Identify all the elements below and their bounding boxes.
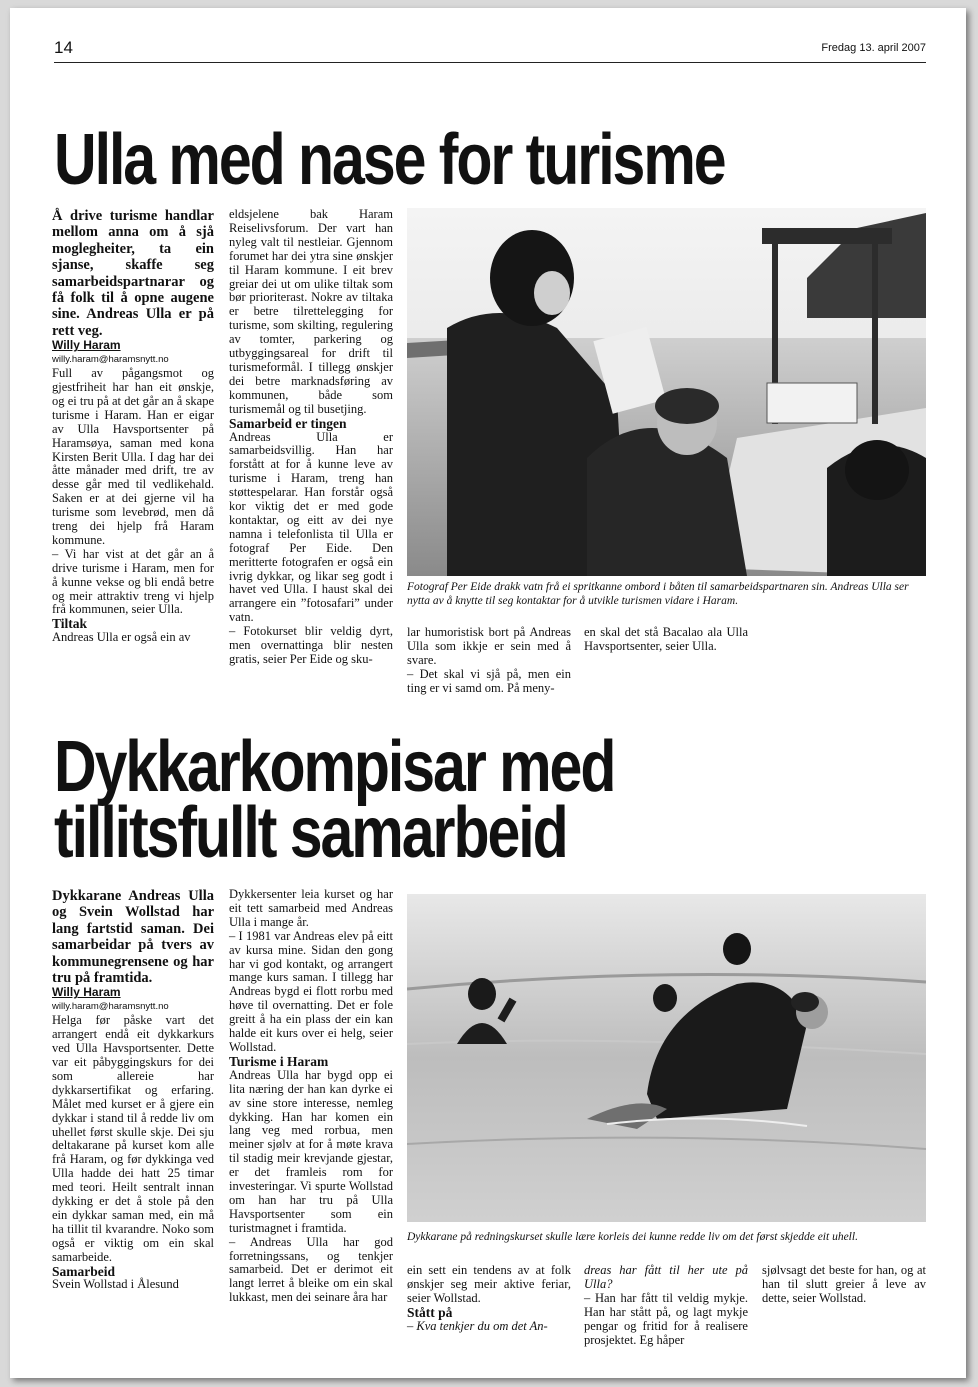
article2-photo-caption: Dykkarane på redningskurset skulle lære korleis dei kunne redde liv om det først skjedde eit uhell.: [407, 1231, 858, 1243]
article2-paragraph: Svein Wollstad i Ålesund: [52, 1277, 179, 1292]
article1-photo-boat: [407, 208, 926, 576]
article1-subheading-samarbeid: Samarbeid er tingen: [229, 415, 347, 431]
article2-paragraph: sjølvsagt det beste for han, og at han til slutt greier å leve av dette, seier Wollstad.: [762, 1263, 926, 1305]
article2-paragraph: ein sett ein tendens av at folk ønskjer seg meir aktive feriar, seier Wollstad.: [407, 1263, 571, 1305]
article2-column-3: [407, 1264, 571, 1334]
article1-byline-email: willy.haram@haramsnytt.no: [52, 354, 169, 366]
page-header: [54, 38, 926, 63]
article2-paragraph: – Han har fått til veldig mykje. Han har stått på, og lagt mykje pengar og fritid for å realisere prosjektet. Eg håper: [584, 1290, 748, 1347]
article2-subheading-statt: Stått på: [407, 1304, 453, 1320]
article2-headline-line-1: Dykkarkompisar med: [54, 727, 615, 807]
article2-column-4: [584, 1264, 748, 1347]
article2-paragraph: – Andreas Ulla har god forretningssans, og tenkjer samarbeid. Det er derimot eit langt lerret å bleike om ein skal lukkast, men dei seinare åra har: [229, 1234, 393, 1305]
page-number: 14: [54, 38, 73, 57]
article2-byline-email: willy.haram@haramsnytt.no: [52, 1001, 169, 1013]
article2-question: dreas har fått til her ute på Ulla?: [584, 1263, 748, 1291]
article1-paragraph: Andreas Ulla er også ein av: [52, 630, 191, 645]
article1-column-3: [407, 626, 571, 696]
article2-byline: Willy Haram: [52, 985, 121, 1000]
article1-lead: Å drive turisme handlar mellom anna om å sjå moglegheiter, ta ein sjanse, skaffe seg samarbeidspartnarar og få folk til å opne augene sine. Andreas Ulla er på rett veg.: [52, 208, 214, 339]
article1-column-1: [52, 208, 214, 645]
article1-paragraph: lar humoristisk bort på Andreas Ulla som ikkje er sein med å svare.: [407, 625, 571, 667]
article1-byline: Willy Haram: [52, 338, 121, 353]
article1-paragraph: eldsjelene bak Haram Reiselivsforum. Der vart han nyleg valt til nestleiar. Gjennom forumet har dei ytra sine ønskjer til Haram kommune. I eit brev greiar dei ut om ulike tiltak som bør prioriterast. Nokre av tiltaka er betre tilrettelegging for turisme, som skilting, regulering av tomter, parkering og utbyggingsareal for drift til turismeformål. I tillegg ønskjer dei betre marknadsføring av kommunen, både som turismemål og til busetjing.: [229, 207, 393, 416]
article2-photo-divers: [407, 894, 926, 1222]
article1-column-2: [229, 208, 393, 667]
article2-paragraph: Andreas Ulla har bygd opp ei lita næring der han kan dyrke ei av sine store interesse, nemleg dykking. Han har komen ein lang veg med rorbua, men meiner sjølv at for å møte krava til stadig meir krevjande gjestar, er det framleis rom for investeringar. Vi spurte Wollstad om han har tru på Ulla Havsportsenter som ein turistmagnet i framtida.: [229, 1067, 393, 1235]
article1-paragraph: Andreas Ulla er samarbeidsvillig. Han har forstått at for å kunne leve av turisme i Haram, treng han støttespelarar. Han forstår også kor viktig det er med gode kontaktar, og eitt av dei nye namna i telefonlista til Ulla er fotograf Per Eide. Den meritterte fotografen er også ein ivrig dykkar, og likar seg godt i havet ved Ulla. I haust skal dei arrangere ein ”fotosafari” under vatn.: [229, 429, 393, 625]
article2-subheading-turisme: Turisme i Haram: [229, 1053, 329, 1069]
article1-paragraph: – Det skal vi sjå på, men ein ting er vi samd om. På meny-: [407, 666, 571, 695]
article2-question: – Kva tenkjer du om det An-: [407, 1318, 548, 1333]
article1-column-4: [584, 626, 748, 654]
article1-paragraph: – Fotokurset blir veldig dyrt, men overnattinga blir nesten gratis, seier Per Eide og sku-: [229, 624, 393, 666]
article2-paragraph: Dykkersenter leia kurset og har eit tett samarbeid med Andreas Ulla i mange år.: [229, 887, 393, 929]
newspaper-page: [10, 8, 966, 1378]
article1-photo-caption: Fotograf Per Eide drakk vatn frå ei spritkanne ombord i båten til samarbeidspartnaren sin. Andreas Ulla ser nytta av å knytte til seg kontaktar for å utvikle turismen vidare i Haram.: [407, 581, 909, 607]
article1-headline: Ulla med nase for turisme: [54, 120, 725, 200]
article2-headline: [54, 727, 615, 873]
article2-paragraph: – I 1981 var Andreas elev på eitt av kursa mine. Sidan den gong har vi god kontakt, og arrangert mange kurs saman. I tillegg har Andreas bygd ei flott rorbu med høve til overnatting. Det er fole greitt å ha ein plass der ein kan halde eit kurs over ei helg, seier Wollstad.: [229, 928, 393, 1054]
article2-headline-line-2: tillitsfullt samarbeid: [54, 793, 567, 873]
article2-column-1: [52, 888, 214, 1292]
article2-column-2: [229, 888, 393, 1305]
article1-paragraph: – Vi har vist at det går an å drive turisme i Haram, men for å kunne vekse og bli endå betre og meir attraktiv treng vi hjelp frå kommunen, seier Ulla.: [52, 546, 214, 617]
article2-lead: Dykkarane Andreas Ulla og Svein Wollstad har lang fartstid saman. Dei samarbeidar på tvers av kommunegrensene og har tru på framtida.: [52, 888, 214, 987]
issue-date: Fredag 13. april 2007: [821, 42, 926, 54]
article2-subheading-samarbeid: Samarbeid: [52, 1263, 116, 1279]
article2-column-5: [762, 1264, 926, 1306]
article2-paragraph: Helga før påske vart det arrangert endå eit dykkarkurs ved Ulla Havsportsenter. Dette var eit påbyggingskurs for dei som allereie har dykkarsertifikat og erfaring. Målet med kurset er å gjere ein dykkar i stand til å redde liv om uhellet først skulle skje. Dei sju deltakarane på kurset kom alle frå Haram, og før dykkinga ved Ulla hadde dei hatt 25 timar med teori. Heilt sentralt innan dykking er det å stole på den ein dykkar saman med, ein må ha tillit til kvarandre. Noko som også er viktig om ein skal samarbeide.: [52, 1013, 214, 1264]
article1-subheading-tiltak: Tiltak: [52, 616, 88, 632]
article1-paragraph: en skal det stå Bacalao ala Ulla Havsportsenter, seier Ulla.: [584, 625, 748, 653]
article1-paragraph: Full av pågangsmot og gjestfriheit har han eit ønskje, og ei tru på at det går an å skape turisme i Haram. Han er eigar av Ulla Havsportsenter på Haramsøya, saman med kona Kirsten Berit Ulla. I dag har dei åtte månader med drift, tre av desse går med til vedlikehald. Saken er at dei gjerne vil ha turisme som levebrød, men då treng dei hjelp frå Haram kommune.: [52, 366, 214, 547]
